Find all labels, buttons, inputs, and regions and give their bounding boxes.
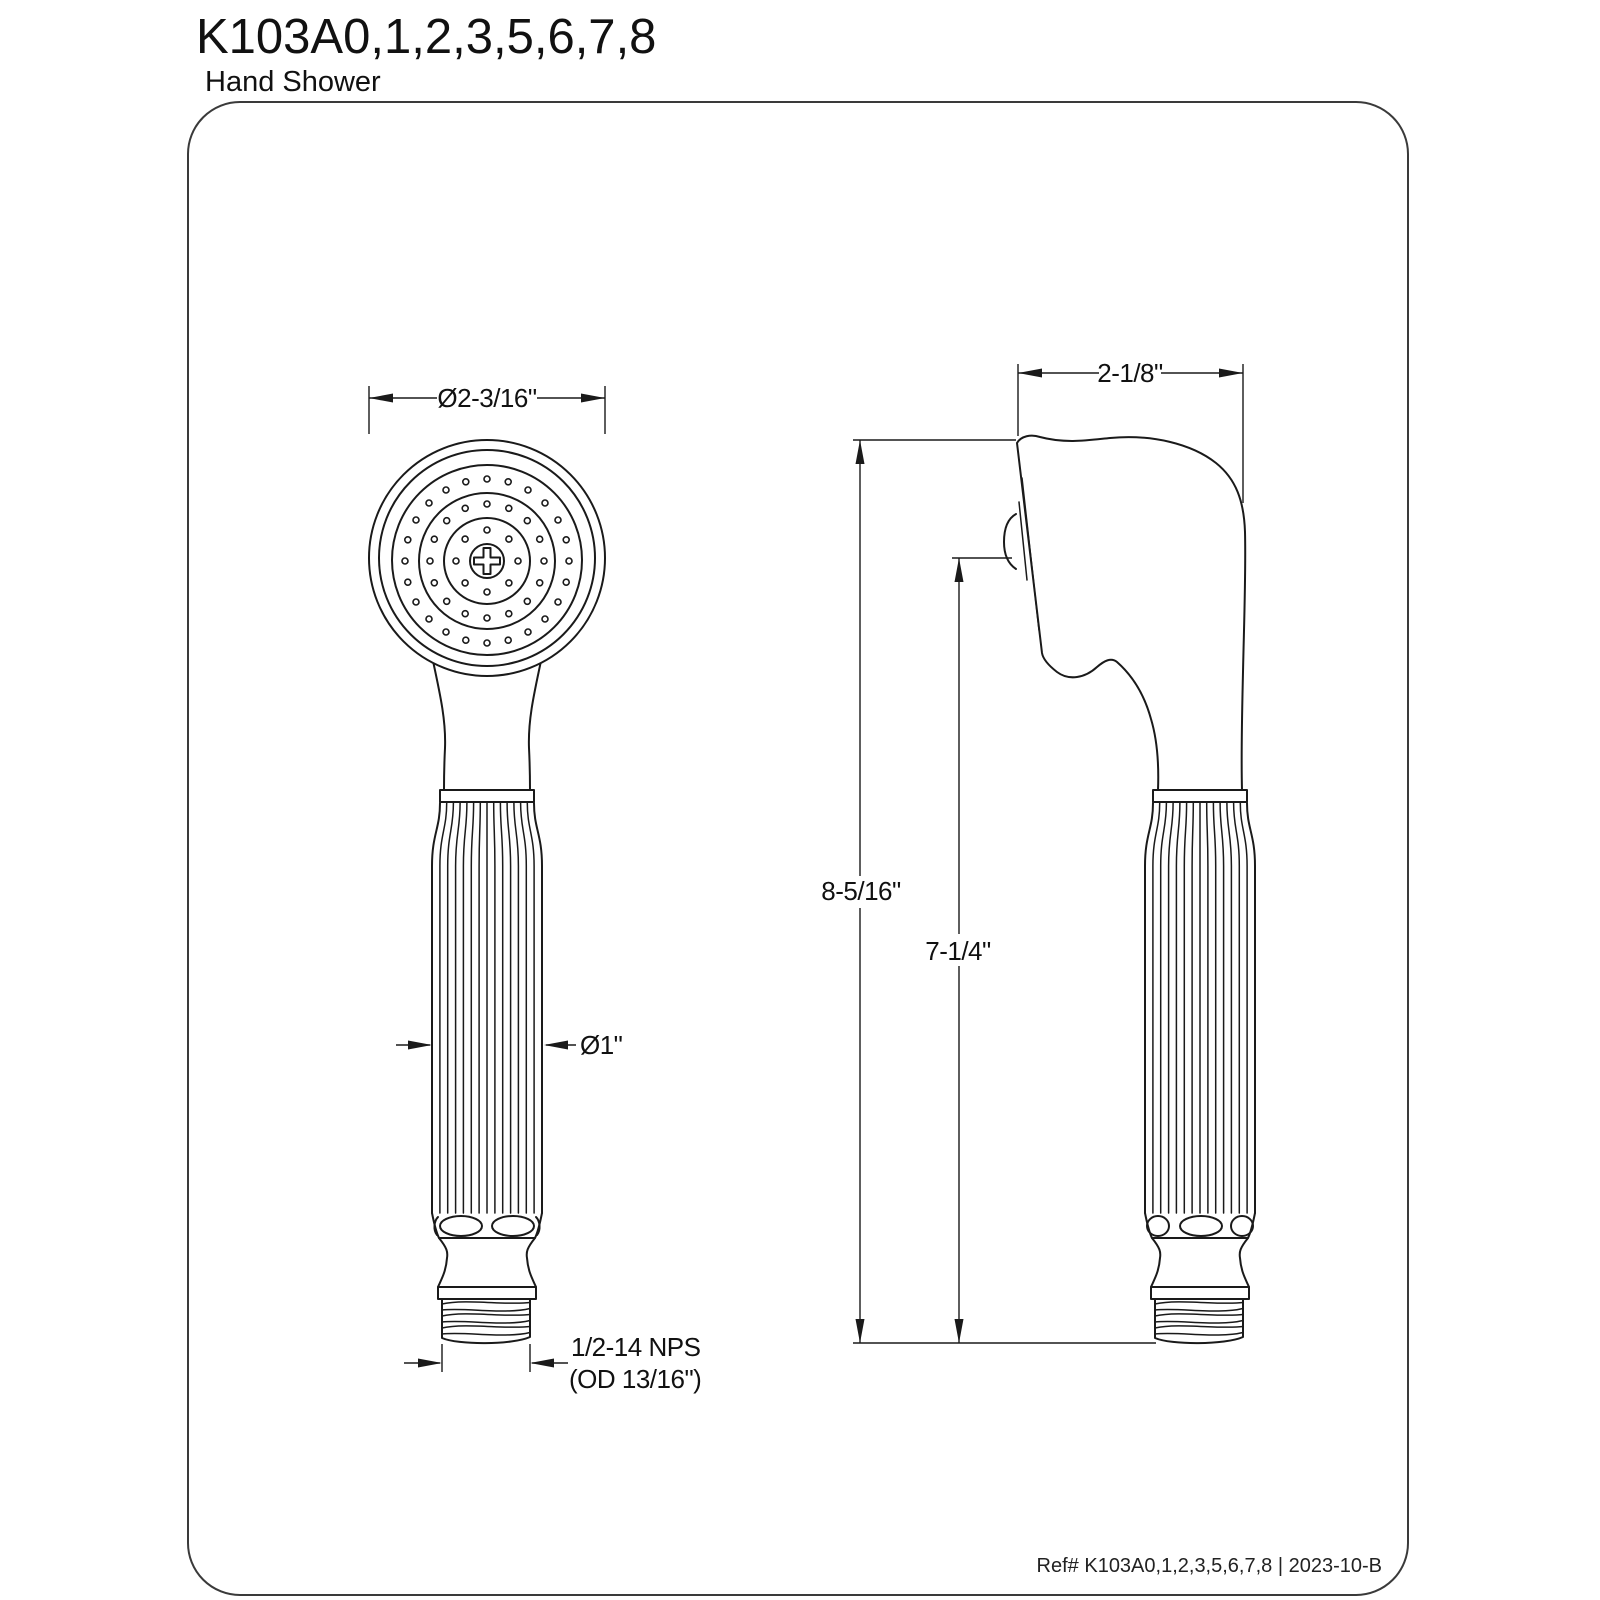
shower-head-front bbox=[369, 440, 605, 676]
spray-nozzle bbox=[462, 611, 468, 617]
spray-nozzle bbox=[537, 536, 543, 542]
bead bbox=[440, 1216, 482, 1236]
bead bbox=[492, 1216, 534, 1236]
handle-flute-line bbox=[527, 803, 534, 1213]
dim-label-handle-diameter: Ø1" bbox=[580, 1030, 623, 1060]
spray-nozzle bbox=[525, 487, 531, 493]
spray-nozzle bbox=[524, 598, 530, 604]
handle-flute-line bbox=[1234, 803, 1240, 1213]
side-bead-band bbox=[1145, 1213, 1255, 1238]
handle-flute-line bbox=[1220, 803, 1224, 1213]
spray-nozzle bbox=[484, 501, 490, 507]
handle-flute-line bbox=[1169, 803, 1174, 1213]
thread-line bbox=[442, 1309, 530, 1312]
handle-flute-line bbox=[1161, 803, 1167, 1213]
spray-nozzle bbox=[484, 476, 490, 482]
bead bbox=[1147, 1216, 1169, 1236]
handle-flute-line bbox=[1227, 803, 1232, 1213]
spray-nozzle bbox=[427, 558, 433, 564]
spray-nozzle bbox=[537, 580, 543, 586]
side-view bbox=[821, 358, 1255, 1343]
side-lower-neck bbox=[1151, 1238, 1249, 1287]
handle-flute-line bbox=[507, 803, 511, 1213]
handle-flute-line bbox=[1192, 803, 1193, 1213]
side-handle-flutes bbox=[1145, 803, 1255, 1213]
sheet-border bbox=[188, 102, 1408, 1595]
handle-flute-line bbox=[432, 803, 440, 1213]
spray-nozzle bbox=[484, 615, 490, 621]
spray-nozzle bbox=[484, 527, 490, 533]
handle-flute-line bbox=[1213, 803, 1215, 1213]
spray-nozzle bbox=[515, 558, 521, 564]
dim-side-face-height bbox=[925, 558, 1012, 1343]
dim-label-overall-height: 8-5/16" bbox=[821, 876, 901, 906]
spray-nozzle bbox=[444, 518, 450, 524]
spray-nozzle bbox=[566, 558, 572, 564]
spray-nozzle bbox=[541, 558, 547, 564]
handle-flute-line bbox=[1176, 803, 1180, 1213]
front-view bbox=[369, 383, 701, 1394]
dim-label-thread-1: 1/2-14 NPS bbox=[571, 1332, 701, 1362]
handle-flute-line bbox=[534, 803, 542, 1213]
spray-nozzle bbox=[506, 580, 512, 586]
spray-nozzle bbox=[453, 558, 459, 564]
spray-nozzle bbox=[426, 500, 432, 506]
spray-nozzle bbox=[524, 518, 530, 524]
dim-front-thread bbox=[404, 1332, 701, 1394]
spray-nozzle bbox=[463, 637, 469, 643]
spray-nozzle bbox=[463, 479, 469, 485]
dim-label-head-diameter: Ø2-3/16" bbox=[437, 383, 537, 413]
spray-nozzle bbox=[462, 536, 468, 542]
page-title: K103A0,1,2,3,5,6,7,8 bbox=[196, 10, 657, 64]
spray-nozzle bbox=[506, 536, 512, 542]
handle-flute-line bbox=[1207, 803, 1208, 1213]
spray-nozzle bbox=[431, 536, 437, 542]
handle-flute-line bbox=[514, 803, 519, 1213]
thread-line bbox=[1155, 1309, 1243, 1312]
thread-line bbox=[1155, 1302, 1243, 1304]
front-collar bbox=[440, 790, 534, 802]
handle-flute-line bbox=[463, 803, 467, 1213]
thread-line bbox=[442, 1333, 530, 1336]
thread-line bbox=[1155, 1326, 1243, 1328]
side-thread-collar bbox=[1151, 1287, 1249, 1299]
bead bbox=[1180, 1216, 1222, 1236]
spray-nozzle bbox=[555, 517, 561, 523]
spray-nozzle bbox=[484, 589, 490, 595]
handle-flute-line bbox=[500, 803, 502, 1213]
spray-nozzle bbox=[413, 599, 419, 605]
handle-flute-line bbox=[1247, 803, 1255, 1213]
spray-nozzle bbox=[542, 500, 548, 506]
thread-line bbox=[442, 1302, 530, 1304]
spray-nozzle bbox=[426, 616, 432, 622]
ref-number: Ref# K103A0,1,2,3,5,6,7,8 | 2023-10-B bbox=[1036, 1555, 1382, 1577]
shower-head-side bbox=[1017, 436, 1245, 790]
thread-line bbox=[442, 1326, 530, 1328]
spray-nozzle bbox=[563, 579, 569, 585]
spray-nozzle bbox=[444, 598, 450, 604]
dim-front-handle-diameter bbox=[396, 1030, 623, 1060]
thread-line bbox=[442, 1321, 530, 1324]
spray-nozzle bbox=[484, 640, 490, 646]
spray-nozzle bbox=[505, 637, 511, 643]
header bbox=[196, 10, 656, 98]
handle-flute-line bbox=[479, 803, 480, 1213]
handle-flute-line bbox=[1153, 803, 1160, 1213]
spray-nozzle bbox=[405, 579, 411, 585]
spray-nozzle bbox=[443, 487, 449, 493]
thread-line bbox=[1155, 1333, 1243, 1336]
handle-flute-line bbox=[456, 803, 461, 1213]
front-neck bbox=[433, 661, 541, 790]
spray-nozzle bbox=[555, 599, 561, 605]
spray-nozzle bbox=[505, 479, 511, 485]
bead bbox=[1231, 1216, 1253, 1236]
front-handle-flutes bbox=[432, 803, 542, 1213]
front-thread-collar bbox=[438, 1287, 536, 1299]
spray-nozzle bbox=[443, 629, 449, 635]
handle-flute-line bbox=[448, 803, 454, 1213]
handle-flute-line bbox=[1184, 803, 1186, 1213]
handle-flute-line bbox=[521, 803, 527, 1213]
handle-flute-line bbox=[1240, 803, 1247, 1213]
spray-nozzle bbox=[405, 537, 411, 543]
thread-line bbox=[1155, 1314, 1243, 1316]
spray-nozzle bbox=[506, 611, 512, 617]
spray-nozzle bbox=[402, 558, 408, 564]
side-threads bbox=[1155, 1299, 1243, 1343]
dim-front-head-diameter bbox=[369, 383, 605, 434]
spray-nozzle bbox=[563, 537, 569, 543]
spray-nozzle bbox=[462, 580, 468, 586]
dim-label-head-width: 2-1/8" bbox=[1097, 358, 1163, 388]
side-collar bbox=[1153, 790, 1247, 802]
handle-flute-line bbox=[494, 803, 495, 1213]
spray-nozzle bbox=[462, 505, 468, 511]
spray-nozzle bbox=[431, 580, 437, 586]
spray-nozzle bbox=[542, 616, 548, 622]
handle-flute-line bbox=[440, 803, 447, 1213]
handle-flute-line bbox=[1145, 803, 1153, 1213]
spray-nozzle bbox=[413, 517, 419, 523]
front-threads bbox=[442, 1299, 530, 1343]
thread-line bbox=[1155, 1321, 1243, 1324]
front-bead-band bbox=[432, 1213, 542, 1238]
dim-side-overall-height bbox=[821, 440, 1016, 1343]
dim-label-face-height: 7-1/4" bbox=[925, 936, 991, 966]
spray-nozzle bbox=[525, 629, 531, 635]
thread-line bbox=[442, 1314, 530, 1316]
spray-nozzle bbox=[506, 505, 512, 511]
front-lower-neck bbox=[438, 1238, 536, 1287]
handle-flute-line bbox=[471, 803, 473, 1213]
page-subtitle: Hand Shower bbox=[205, 66, 381, 98]
dim-label-thread-2: (OD 13/16") bbox=[569, 1364, 702, 1394]
